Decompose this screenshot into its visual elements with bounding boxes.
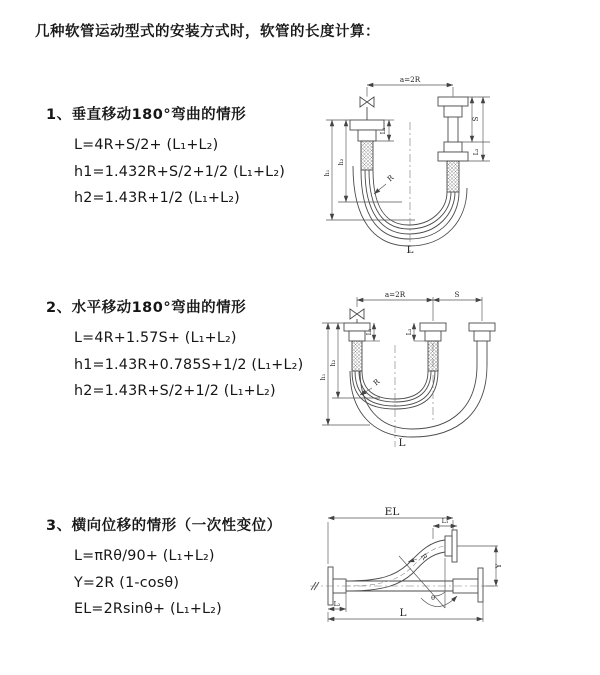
dim-label-s: S xyxy=(471,116,480,122)
radius-callout xyxy=(374,173,396,194)
valve-icon xyxy=(360,88,374,120)
page-title: 几种软管运动型式的安装方式时，软管的长度计算： xyxy=(35,24,380,40)
formula-h1: h1=1.43R+0.785S+1/2 (L₁+L₂) xyxy=(74,356,304,373)
dim-label-l1: L₁ xyxy=(365,328,373,336)
right-flange-fitting xyxy=(469,323,495,341)
dim-label-h1: h₁ xyxy=(319,373,327,381)
right-flange-fitting xyxy=(438,88,468,192)
formula-EL: EL=2Rsinθ+ (L₁+L₂) xyxy=(74,601,222,617)
section-1 xyxy=(46,103,331,212)
dim-label-y: Y xyxy=(494,563,503,569)
dim-label-s: S xyxy=(454,290,460,299)
dim-label-l2: L₂ xyxy=(472,148,480,156)
dim-label-a2r: a=2R xyxy=(399,75,421,84)
center-line xyxy=(346,546,445,586)
hose-displaced-position xyxy=(346,540,445,591)
diagram-lateral-displacement xyxy=(300,500,600,650)
diagram-vertical-180-bend xyxy=(312,70,592,265)
formula-h2: h2=1.43R+1/2 (L₁+L₂) xyxy=(74,190,240,206)
section-1-heading: 1、垂直移动180°弯曲的情形 xyxy=(46,107,247,123)
dim-label-l2: L₂ xyxy=(333,600,341,608)
formula-h2: h2=1.43R+S/2+1/2 (L₁+L₂) xyxy=(74,383,276,399)
section-3 xyxy=(46,514,331,623)
dim-label-h1: h₁ xyxy=(323,169,331,177)
dimension-s xyxy=(459,97,490,161)
formula-L: L=4R+S/2+ (L₁+L₂) xyxy=(74,137,219,153)
section-2-heading: 2、水平移动180°弯曲的情形 xyxy=(46,300,247,316)
formula-L: L=4R+1.57S+ (L₁+L₂) xyxy=(74,330,237,346)
right-flange-fitting xyxy=(453,568,483,602)
dimension-a2r-s xyxy=(357,290,482,321)
dim-label-h2: h₂ xyxy=(337,158,345,166)
dim-label-l1: L₁ xyxy=(441,517,449,525)
braided-hose-section xyxy=(361,141,373,170)
dim-label-a2r: a=2R xyxy=(384,290,406,299)
section-3-heading: 3、横向位移的情形（一次性变位） xyxy=(46,518,282,534)
dimension-l xyxy=(328,602,483,622)
displaced-flange-fitting xyxy=(445,530,457,562)
dim-label-theta: θ xyxy=(431,594,435,602)
dim-label-l: L xyxy=(399,607,407,619)
braided-hose-section xyxy=(447,161,459,192)
dim-label-l1: L₁ xyxy=(379,127,387,135)
dim-label-l: L xyxy=(398,437,406,449)
formula-L: L=πRθ/90+ (L₁+L₂) xyxy=(74,548,215,564)
dimension-a2r xyxy=(367,75,453,96)
dim-label-r: R xyxy=(418,551,430,562)
section-2 xyxy=(46,296,331,405)
dim-label-l: L xyxy=(406,244,414,256)
hose-u-bends xyxy=(350,341,487,447)
dim-label-h2: h₂ xyxy=(329,359,337,367)
valve-icon xyxy=(350,301,364,323)
formula-h1: h1=1.432R+S/2+1/2 (L₁+L₂) xyxy=(74,163,286,180)
braided-hose-section xyxy=(352,341,362,371)
dim-label-el: EL xyxy=(384,506,400,518)
dim-label-r: R xyxy=(371,376,382,388)
diagram-horizontal-180-bend xyxy=(310,285,600,465)
left-flange-fitting xyxy=(350,120,384,170)
dim-label-r: R xyxy=(385,172,396,184)
dim-label-l2: L₂ xyxy=(405,328,413,336)
formula-Y: Y=2R (1-cosθ) xyxy=(74,574,180,591)
